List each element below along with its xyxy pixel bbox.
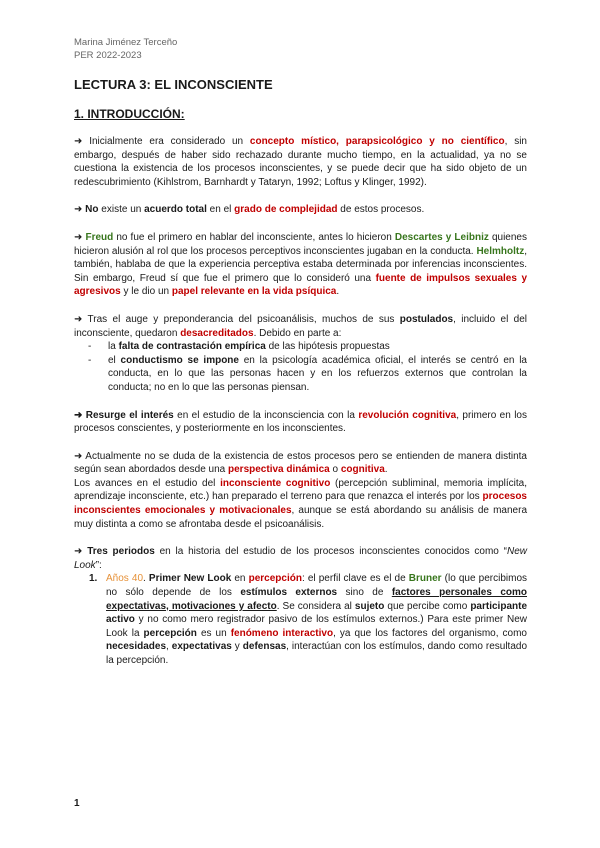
highlight: papel relevante en la vida psíquica (171, 286, 337, 298)
highlight: concepto místico, parapsicológico y no científico (249, 136, 505, 147)
text: en el estudio de la inconsciencia con la (173, 409, 359, 421)
arrow: ➜ (74, 231, 86, 243)
author-highlight: Freud (85, 231, 114, 243)
text: , sin embargo, después de haber sido rechazado durante mucho tiempo, en la actualidad, ya no se cuestiona la existencia de los procesos inconscientes, y se puede decir que ha sido objeto de un redescubrimiento (Kihlstrom, Barnhardt y Tataryn, 1992; Loftus y Klinger, 1992). (74, 136, 527, 188)
bold-underline-text: factores personales como expectativas, motivaciones y afecto (106, 587, 528, 612)
paragraph-avances (74, 477, 527, 531)
bold-text: Tres periodos (87, 546, 155, 558)
text: ➜ Actualmente no se duda de la existencia de estos procesos pero se entienden de manera distinta según sean abordados desde una (74, 450, 527, 476)
text: : el perfil clave es el de (301, 573, 409, 585)
text: . Se considera al (276, 600, 355, 612)
paragraph-actualmente (74, 450, 527, 477)
periods-list (74, 572, 527, 667)
text: existe un (98, 204, 145, 216)
text: en el (206, 204, 235, 216)
date-highlight: Años 40 (106, 573, 144, 585)
author-highlight: Descartes y Leibniz (394, 231, 489, 243)
highlight: fenómeno interactivo (230, 627, 334, 639)
page-number: 1 (74, 798, 80, 809)
reasons-list (74, 340, 527, 394)
text: quienes hicieron alusión al rol que los procesos perceptivos inconscientes jugaban en la conducta. (74, 231, 527, 257)
arrow: ➜ (74, 546, 88, 558)
text: ”: (95, 559, 102, 571)
bold-text: necesidades (106, 641, 167, 653)
text: , aunque se está abordando su análisis de manera muy distinta a como se afrontaba desde el psicoanálisis. (74, 505, 528, 530)
paragraph-psicoanalisis (74, 313, 527, 340)
page-header (74, 36, 527, 62)
text: que percibe como (384, 600, 471, 612)
text: , (166, 641, 172, 653)
highlight: percepción (248, 573, 302, 585)
bold-text: sujeto (354, 600, 385, 612)
bold-text: ➜ Resurge el interés (74, 409, 174, 421)
highlight: grado de complejidad (234, 204, 338, 216)
author-highlight: Bruner (408, 573, 442, 585)
text: en la historia del estudio de los procesos inconscientes conocidos como “ (154, 546, 507, 558)
text: o (329, 464, 341, 476)
bold-text: expectativas (171, 641, 232, 653)
italic-text: New Look (74, 546, 527, 571)
bold-text: Primer New Look (148, 573, 232, 585)
highlight: fuente de impulsos sexuales y agresivos (74, 272, 528, 298)
paragraph-resurge (74, 409, 527, 436)
section-heading-introduccion: 1. INTRODUCCIÓN: (74, 107, 185, 121)
list-item (108, 354, 527, 395)
text: (percepción subliminal, memoria implícita, aprendizaje inconsciente, etc.) han preparado el terreno para que renazca el interés por los (74, 477, 527, 503)
bold-text: conductismo se impone (120, 354, 239, 366)
bold-text: estímulos externos (240, 587, 338, 599)
text: , interactúan con los estímulos, dando como resultado la percepción. (106, 641, 528, 666)
document-title: LECTURA 3: EL INCONSCIENTE (74, 77, 273, 92)
text: es un (196, 627, 231, 639)
paragraph-freud (74, 231, 527, 299)
text: , también, hablaba de que la experiencia perceptiva estaba determinada por inferencias inconscientes. Sin embargo, Freud sí que fue el primero que lo consideró una (74, 245, 527, 284)
list-item (89, 572, 528, 667)
course-label: PER 2022-2023 (74, 50, 142, 61)
text: , incluido el del inconsciente, quedaron (74, 313, 528, 339)
bold-text: percepción (143, 627, 197, 639)
text: . (336, 286, 340, 298)
author-highlight: Helmholtz (476, 245, 525, 257)
bold-text: falta de contrastación empírica (118, 341, 266, 353)
text: , ya que los factores del organismo, como (333, 627, 527, 639)
text: y le dio un (120, 286, 172, 298)
text: no fue el primero en hablar del inconsciente, antes lo hicieron (113, 231, 395, 243)
paragraph-periodos (74, 545, 527, 572)
text: en la psicología académica oficial, el interés se centró en la conducta, en lo que las personas hacen y en los refuerzos externos que controlan la conducta; no en lo que las personas piensan. (108, 354, 527, 393)
highlight: revolución cognitiva (358, 409, 457, 421)
text: sino de (337, 587, 392, 599)
document-page (74, 36, 527, 668)
text: ➜ Tras el auge y preponderancia del psicoanálisis, muchos de sus (74, 313, 400, 325)
text: ➜ Inicialmente era considerado un (74, 136, 250, 147)
bold-text: No (85, 204, 99, 216)
bold-text: defensas (242, 641, 287, 653)
text: Los avances en el estudio del (74, 477, 221, 489)
highlight: inconsciente cognitivo (220, 477, 331, 489)
bold-text: postulados (399, 313, 454, 325)
author-name: Marina Jiménez Terceño (74, 37, 178, 48)
text: (lo que percibimos no sólo depende de los (106, 573, 528, 599)
highlight: cognitiva (340, 464, 385, 476)
text: . (384, 464, 388, 476)
text: y (231, 641, 243, 653)
highlight: desacreditados (180, 327, 254, 339)
paragraph-acuerdo (74, 203, 527, 217)
text: y no como mero registrador pasivo de los estímulos externos.) Para este primer New Look la (106, 614, 527, 639)
text: , primero en los procesos conscientes, y posteriormente en los inconscientes. (74, 409, 527, 435)
text: de estos procesos. (337, 204, 425, 216)
text: de las hipótesis propuestas (265, 341, 390, 353)
text: el (108, 354, 121, 366)
text: . Debido en parte a: (253, 327, 342, 339)
list-number: 1. (89, 573, 98, 585)
highlight: perspectiva dinámica (228, 464, 330, 476)
bold-text: acuerdo total (144, 204, 207, 216)
text: en (231, 573, 249, 585)
text: . (143, 573, 149, 585)
highlight: procesos inconscientes emocionales y motivacionales (74, 491, 527, 517)
list-item (108, 340, 527, 354)
arrow: ➜ (74, 204, 86, 216)
bold-text: participante activo (106, 600, 528, 626)
paragraph-concepto (74, 135, 527, 189)
text: la (108, 341, 119, 353)
